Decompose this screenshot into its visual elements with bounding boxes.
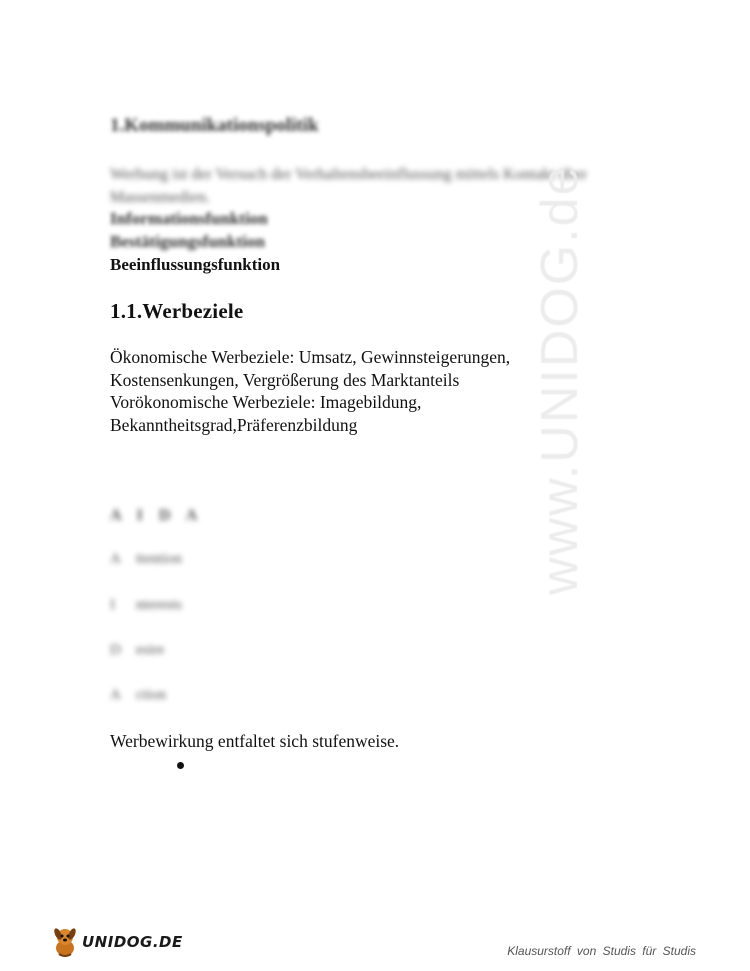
section-heading: 1.Kommunikationspolitik <box>110 115 319 136</box>
aida-item <box>110 551 182 568</box>
aida-letter: I <box>110 597 115 613</box>
unidog-logo <box>50 926 183 958</box>
aida-item <box>110 642 164 659</box>
aida-word: esire <box>136 642 165 658</box>
function-item-information: Informationsfunktion <box>110 209 268 228</box>
intro-paragraph: Werbung ist der Versuch der Verhaltensbeeinflussung mittels Kontakt über Massenmedien. <box>110 166 588 206</box>
aida-letter: A <box>110 687 121 703</box>
body-line: Ökonomische Werbeziele: Umsatz, Gewinnsteigerungen, <box>110 347 511 367</box>
aida-letter: A <box>110 551 121 567</box>
aida-word: nterests <box>136 597 182 613</box>
function-item-confirmation: Bestätigungsfunktion <box>110 232 265 251</box>
footer-tagline: Klausurstoff von Studis für Studis <box>507 944 696 958</box>
function-item-influence: Beeinflussungsfunktion <box>110 255 281 274</box>
aida-letter: D <box>110 642 121 658</box>
body-line: Vorökonomische Werbeziele: Imagebildung, <box>110 392 422 412</box>
logo-text: UNIDOG.DE <box>82 933 183 951</box>
watermark: www.UNIDOG.de <box>531 164 589 595</box>
subsection-heading: 1.1.Werbeziele <box>110 299 244 323</box>
dog-mascot-icon <box>50 926 80 958</box>
body-line: Bekanntheitsgrad,Präferenzbildung <box>110 414 358 435</box>
closing-sentence: Werbewirkung entfaltet sich stufenweise. <box>110 731 400 751</box>
aida-title: A I D A <box>110 507 204 524</box>
aida-word: ction <box>136 687 166 703</box>
aida-item <box>110 687 166 704</box>
bullet-point <box>177 762 184 769</box>
aida-item <box>110 597 182 614</box>
body-line: Kostensenkungen, Vergrößerung des Marktanteils <box>110 369 460 390</box>
aida-word: ttention <box>136 551 182 567</box>
